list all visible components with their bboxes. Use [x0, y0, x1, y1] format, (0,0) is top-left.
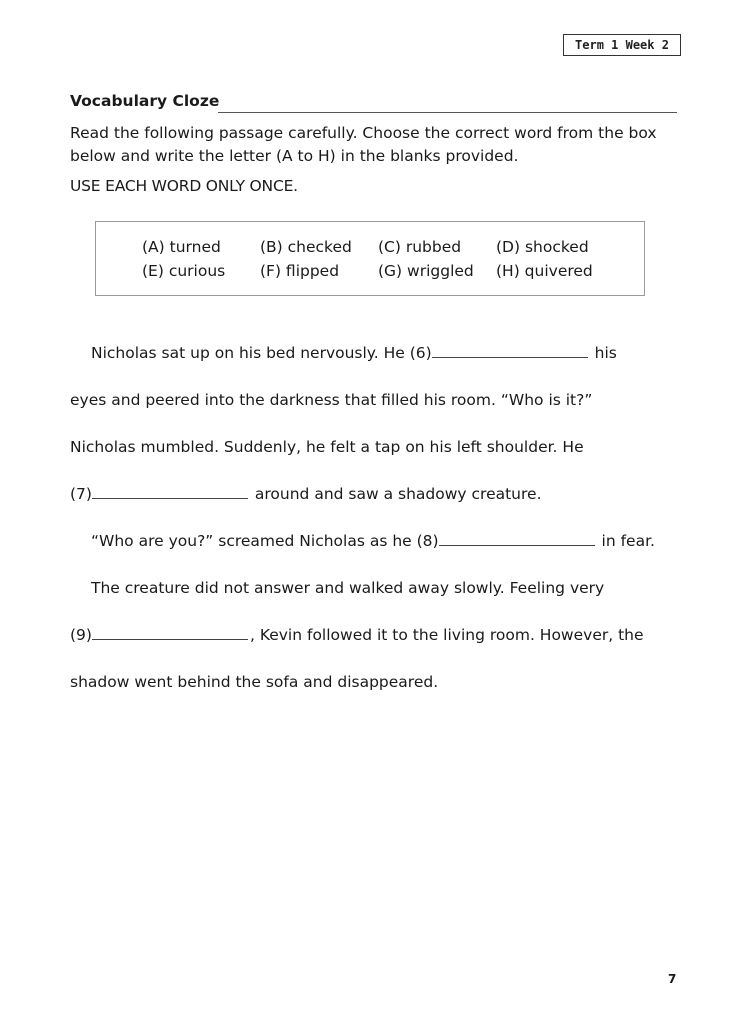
word-option-h: (H) quivered: [496, 262, 593, 280]
term-week-label: Term 1 Week 2: [563, 34, 681, 56]
word-bank-grid: [142, 236, 614, 282]
passage-text: around and saw a shadowy creature.: [249, 485, 542, 503]
passage-line-7: [70, 612, 670, 659]
word-option-b: (B) checked: [260, 238, 352, 256]
answer-blank-6[interactable]: [432, 343, 588, 358]
word-option-c: (C) rubbed: [378, 238, 462, 256]
passage-line-8: shadow went behind the sofa and disappeared.: [70, 673, 439, 691]
word-option-g: (G) wriggled: [378, 262, 474, 280]
answer-blank-8[interactable]: [439, 531, 595, 546]
answer-blank-9[interactable]: [92, 625, 248, 640]
passage-line-1: [70, 330, 670, 377]
passage-line-6: The creature did not answer and walked away slowly. Feeling very: [91, 579, 605, 597]
page-number: 7: [668, 972, 677, 986]
word-option-a: (A) turned: [142, 238, 221, 256]
answer-blank-7[interactable]: [92, 484, 248, 499]
section-title: Vocabulary Cloze: [70, 92, 220, 110]
passage-text: , Kevin followed it to the living room. However, the: [249, 626, 644, 644]
word-option-f: (F) flipped: [260, 262, 340, 280]
word-option-d: (D) shocked: [496, 238, 589, 256]
title-underline: [218, 112, 677, 113]
word-bank-box: [95, 221, 645, 296]
passage-text: in fear.: [596, 532, 655, 550]
passage-text: (7): [70, 485, 92, 503]
instructions-text: Read the following passage carefully. Choose the correct word from the box below and write the letter (A to H) in the blanks provided.: [70, 124, 657, 165]
passage-line-3: Nicholas mumbled. Suddenly, he felt a tap on his left shoulder. He: [70, 438, 584, 456]
passage-line-5: [70, 518, 670, 565]
passage-text: his: [589, 344, 617, 362]
use-once-note: USE EACH WORD ONLY ONCE.: [70, 177, 298, 195]
passage-line-4: [70, 471, 670, 518]
passage-text: Nicholas sat up on his bed nervously. He (6): [91, 344, 432, 362]
passage-text: (9): [70, 626, 92, 644]
passage-line-2: eyes and peered into the darkness that filled his room. “Who is it?”: [70, 391, 593, 409]
cloze-passage: [70, 330, 670, 706]
word-option-e: (E) curious: [142, 262, 226, 280]
passage-text: “Who are you?” screamed Nicholas as he (8): [91, 532, 439, 550]
